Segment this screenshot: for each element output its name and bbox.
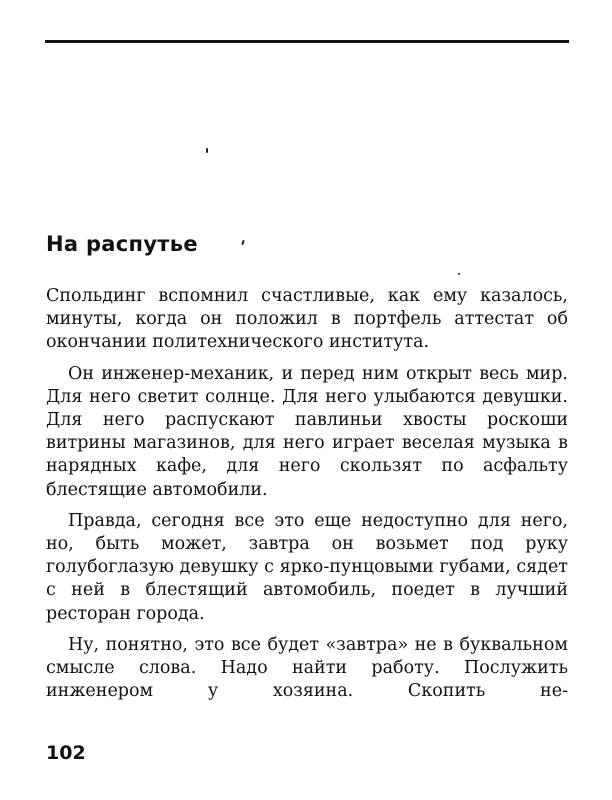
print-speck: [206, 148, 208, 153]
print-speck: [458, 273, 460, 275]
paragraph: Правда, сегодня все это еще недоступно для него, но, быть может, завтра он возьмет под руку голубоглазую девушку с ярко-пунцовыми губами, сядет с ней в блестящий автомобиль, поедет в лучший ресторан города.: [46, 510, 568, 624]
page-number: 102: [46, 742, 86, 764]
top-rule: [45, 40, 569, 43]
paragraph: Спольдинг вспомнил счастливые, как ему казалось, минуты, когда он положил в портфель аттестат об окончании политехнического института.: [46, 286, 568, 353]
body-text: [46, 285, 568, 703]
paragraph: Он инженер-механик, и перед ним открыт весь мир. Для него светит солнце. Для него улыбаются девушки. Для него распускают павлиньи хвосты роскоши витрины магазинов, для него играет веселая музыка в нарядных кафе, для него скользят по асфальту блестящие автомобили.: [46, 363, 568, 500]
print-speck: [241, 240, 245, 245]
section-title: На распутье: [46, 232, 198, 256]
paragraph: Ну, понятно, это все будет «завтра» не в буквальном смысле слова. Надо найти работу. Послужить инженером у хозяина. Скопить не-: [46, 634, 568, 702]
